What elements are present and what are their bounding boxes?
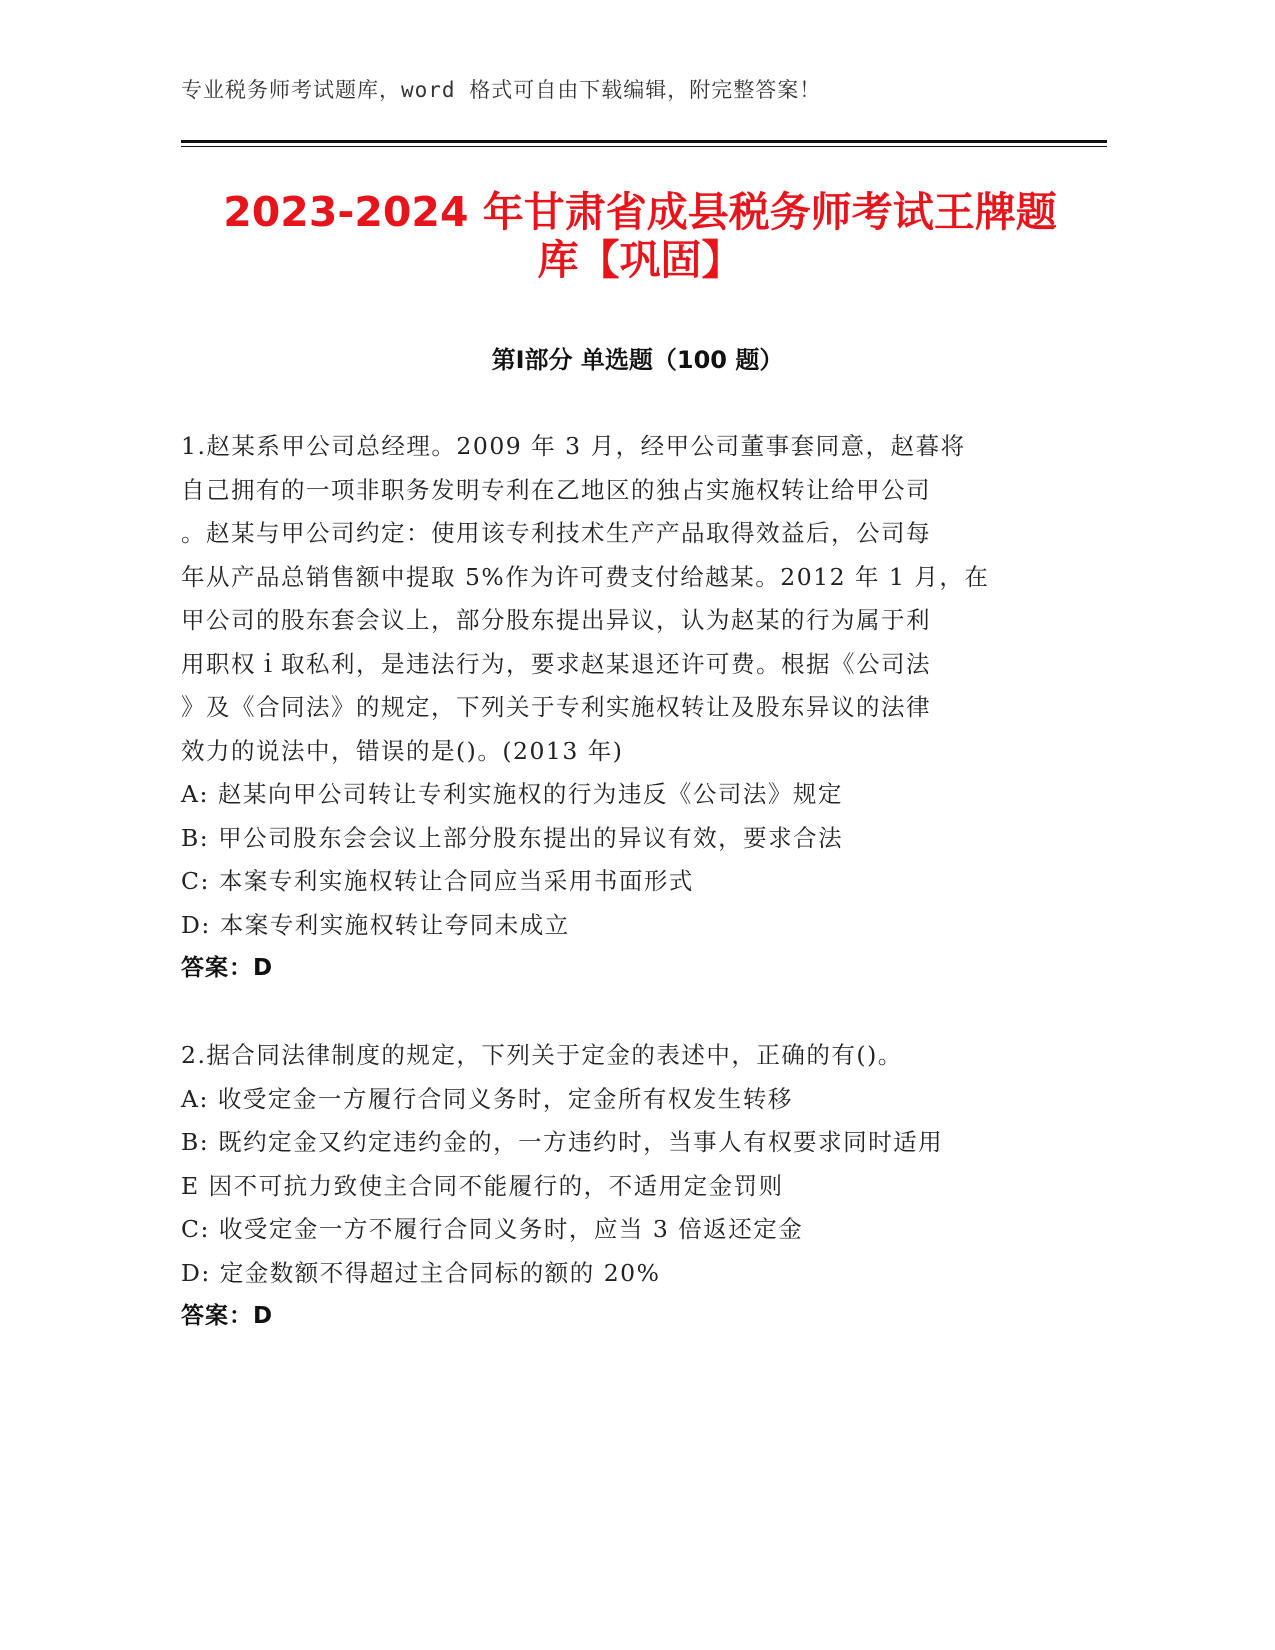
question-1-stem-line: 效力的说法中，错误的是()。(2013 年) — [181, 736, 624, 765]
section-title: 第Ⅰ部分 单选题（100 题） — [491, 346, 784, 374]
document-title-line-2: 库【巩固】 — [537, 236, 743, 284]
question-2-option-a: A: 收受定金一方履行合同义务时，定金所有权发生转移 — [181, 1084, 793, 1113]
question-2-answer: 答案：D — [181, 1303, 274, 1329]
question-1-option-c: C: 本案专利实施权转让合同应当采用书面形式 — [181, 867, 694, 895]
question-1-stem-line: 用职权ｉ取私利，是违法行为，要求赵某退还许可费。根据《公司法 — [181, 649, 931, 678]
question-2-option-d: D: 定金数额不得超过主合同标的额的 20% — [181, 1258, 661, 1287]
question-2 — [181, 1034, 1061, 1339]
question-2-option-b: B: 既约定金又约定违约金的，一方违约时，当事人有权要求同时适用 — [181, 1128, 944, 1156]
question-1-answer: 答案：D — [181, 955, 274, 981]
question-1-stem-line: 1.赵某系甲公司总经理。2009 年 3 月，经甲公司董事套同意，赵暮将 — [181, 432, 966, 460]
question-2-option-c: C: 收受定金一方不履行合同义务时，应当 3 倍返还定金 — [181, 1215, 804, 1243]
question-1-stem-line: 甲公司的股东套会议上，部分股东提出异议，认为赵某的行为属于利 — [181, 606, 931, 634]
header-rule-thick — [181, 140, 1107, 143]
question-1-option-b: B: 甲公司股东会会议上部分股东提出的异议有效，要求合法 — [181, 823, 844, 852]
question-1-stem-line: 自己拥有的一项非职务发明专利在乙地区的独占实施权转让给甲公司 — [181, 475, 931, 504]
question-2-stem-line: 2.据合同法律制度的规定，下列关于定金的表述中，正确的有()。 — [181, 1041, 903, 1069]
question-1-option-a: A: 赵某向甲公司转让专利实施权的行为违反《公司法》规定 — [181, 780, 843, 808]
header-rule-thin — [181, 146, 1107, 147]
question-1 — [181, 425, 1061, 991]
question-2-option-e: E 因不可抗力致使主合同不能履行的，不适用定金罚则 — [181, 1171, 784, 1200]
document-title — [150, 188, 1130, 284]
question-1-stem-line: 》及《合同法》的规定，下列关于专利实施权转让及股东异议的法律 — [181, 693, 931, 721]
document-title-line-1: 2023-2024 年甘肃省成县税务师考试王牌题 — [223, 188, 1057, 236]
question-1-option-d: D: 本案专利实施权转让夸同未成立 — [181, 910, 570, 939]
question-1-stem-line: 。赵某与甲公司约定：使用该专利技术生产产品取得效益后，公司每 — [181, 519, 931, 547]
question-1-stem-line: 年从产品总销售额中提取 5%作为许可费支付给越某。2012 年 1 月，在 — [181, 562, 990, 591]
header-note: 专业税务师考试题库，word 格式可自由下载编辑，附完整答案！ — [181, 78, 822, 102]
